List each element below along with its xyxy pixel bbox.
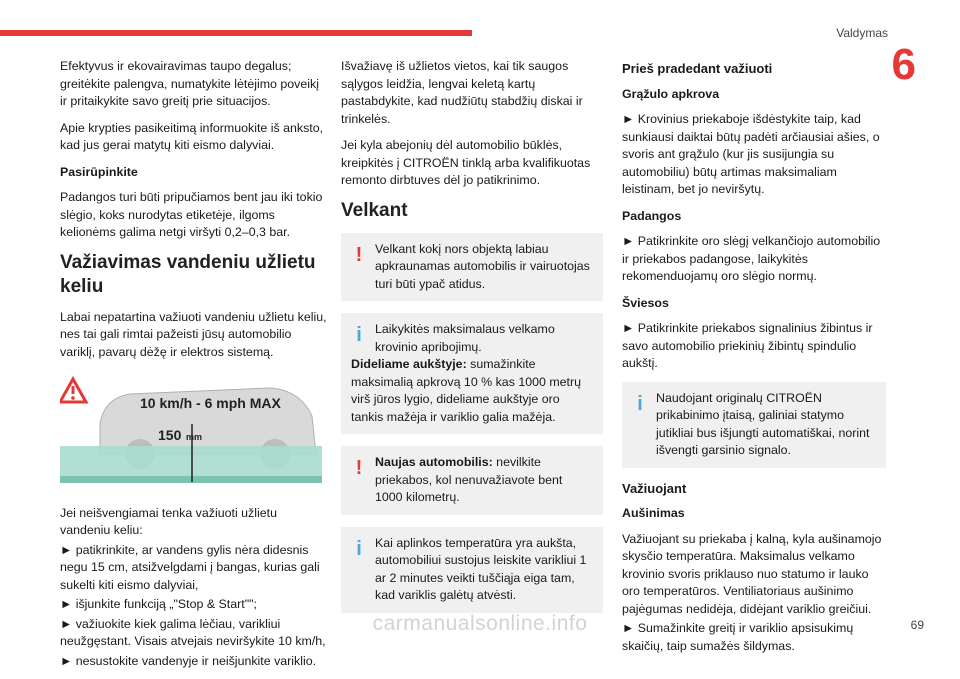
subheading-ausinimas: Aušinimas <box>622 506 685 520</box>
warning-icon: ! <box>355 243 363 266</box>
info-text-altitude <box>351 356 593 426</box>
info-box <box>341 527 603 613</box>
info-text: Kai aplinkos temperatūra yra aukšta, automobiliui sustojus leiskite varikliui 1 ar 2 minutes veikti tuščiąja eiga tam, kad variklis galėtų atvėsti. <box>375 535 587 602</box>
flooded-road-illustration <box>60 376 322 483</box>
bullet: ► Sumažinkite greitį ir variklio apsisukimų skaičių, taip sumažės šildymas. <box>622 621 854 653</box>
water-bottom <box>60 476 322 483</box>
header-accent-bar <box>0 30 472 36</box>
column-2 <box>341 58 603 625</box>
heading-vanduo: Važiavimas vandeniu užlietu keliu <box>60 251 316 297</box>
warning-text: Velkant kokį nors objektą labiau apkraunamas automobilis ir vairuotojas turi būti ypač atidus. <box>375 241 590 291</box>
paragraph: Išvažiavę iš užlietos vietos, kai tik saugos sąlygos leidžia, lengvai keletą kartų pastabdykite, kad nudžiūtų stabdžių diskai ir trinkelės. <box>341 59 583 126</box>
paragraph: Jei neišvengiamai tenka važiuoti užlietu vandeniu keliu: <box>60 505 277 537</box>
warning-box <box>341 233 603 302</box>
warning-box <box>341 446 603 515</box>
paragraph: Labai nepatartina važiuoti vandeniu užlietu keliu, nes tai gali rimtai pažeisti jūsų automobilio variklį, pavarų dėžę ir elektros sistemą. <box>60 309 327 359</box>
paragraph: Efektyvus ir ekovairavimas taupo degalus; greitėkite palengva, numatykite lėtėjimo poveikį ir pritaikykite savo greitį prie situacijos. <box>60 59 319 108</box>
bold-label: Naujas automobilis: <box>375 455 493 469</box>
depth-unit: mm <box>186 432 203 442</box>
subheading-pasirupinkite: Pasirūpinkite <box>60 164 138 179</box>
info-icon: i <box>637 392 643 415</box>
info-text: Laikykitės maksimalaus velkamo krovinio apribojimų. <box>375 322 555 354</box>
subheading-sviesos: Šviesos <box>622 295 669 310</box>
info-icon: i <box>356 537 362 560</box>
speed-limit-label: 10 km/h - 6 mph MAX <box>140 395 281 411</box>
heading-pries: Prieš pradedant važiuoti <box>622 61 773 76</box>
depth-value: 150 <box>158 427 182 443</box>
info-text: sumažinkite maksimalią apkrovą 10 % kas 1000 metrų virš jūros lygio, dideliame aukštyje oro tankis mažėja ir variklio galia mažėja. <box>351 357 582 424</box>
warning-text: nevilkite priekabos, kol nenuvažiavote bent 1000 kilometrų. <box>375 455 563 504</box>
page-number: 69 <box>910 618 924 632</box>
info-box <box>622 382 886 468</box>
bullet: ► išjunkite funkciją „"Stop & Start""; <box>60 597 257 611</box>
heading-vaziuojant: Važiuojant <box>622 480 687 496</box>
column-1 <box>60 58 328 679</box>
paragraph: Apie krypties pasikeitimą informuokite iš anksto, kad jus gerai matytų kiti eismo dalyviai. <box>60 120 324 152</box>
bullet: ► važiuokite kiek galima lėčiau, varikliui neužgęstant. Visais atvejais neviršykite 10 km/h, <box>60 616 326 648</box>
paragraph: ► Patikrinkite priekabos signalinius žibintus ir savo automobilio priekinių žibintų spindulio aukštį. <box>622 321 873 370</box>
warning-icon: ! <box>355 457 363 479</box>
subheading-padangos: Padangos <box>622 208 682 223</box>
paragraph: Padangos turi būti pripučiamos bent jau iki tokio slėgio, koks nurodytas etiketėje, ilgoms kelionėms galima netgi viršyti 0,2–0,3 bar. <box>60 190 323 239</box>
warning-text-new-car <box>351 454 593 507</box>
chapter-number: 6 <box>891 40 916 89</box>
bullet: ► nesustokite vandenyje ir neišjunkite variklio. <box>60 653 317 668</box>
bold-label: Dideliame aukštyje: <box>351 357 467 371</box>
paragraph: Važiuojant su priekaba į kalną, kyla aušinamojo skysčio temperatūra. Maksimalus velkamo krovinio svoris priklauso nuo statumo ir lauko oro temperatūros. Ventiliatoriaus aušinimo pajėgumas nedidėja, didėjant variklio greičiui. <box>622 531 882 616</box>
section-title: Valdymas <box>836 26 888 40</box>
paragraph: ► Krovinius priekaboje išdėstykite taip, kad sunkiausi daiktai būtų padėti arčiausiai ašies, o svoris ant grąžulo (kur jis susijungia su automobiliu) būtų artimas maksimaliam leistinam, bet jo neviršytų. <box>622 112 880 196</box>
warning-dot <box>71 396 75 400</box>
info-text: Naudojant originalų CITROËN prikabinimo įtaisą, galiniai statymo jutikliai bus išjungti automatiškai, norint išvengti garsinio signalo. <box>656 390 870 457</box>
paragraph: ► Patikrinkite oro slėgį velkančiojo automobilio ir priekabos padangose, laikykitės rekomenduojamų oro slėgio normų. <box>622 234 881 283</box>
heading-velkant: Velkant <box>341 199 408 221</box>
subheading-grazulo: Grąžulo apkrova <box>622 86 720 101</box>
bullet: ► patikrinkite, ar vandens gylis nėra didesnis negu 15 cm, atsižvelgdami į bangas, kurias gali sukelti kiti eismo dalyviai, <box>60 542 320 592</box>
watermark: carmanualsonline.info <box>372 612 588 635</box>
paragraph: Jei kyla abejonių dėl automobilio būklės, kreipkitės į CITROËN tinklą arba kvalifikuotas remonto dirbtuves dėl jo patikrinimo. <box>341 138 591 187</box>
info-box <box>341 313 603 434</box>
info-icon: i <box>356 324 362 346</box>
column-3 <box>622 58 886 664</box>
